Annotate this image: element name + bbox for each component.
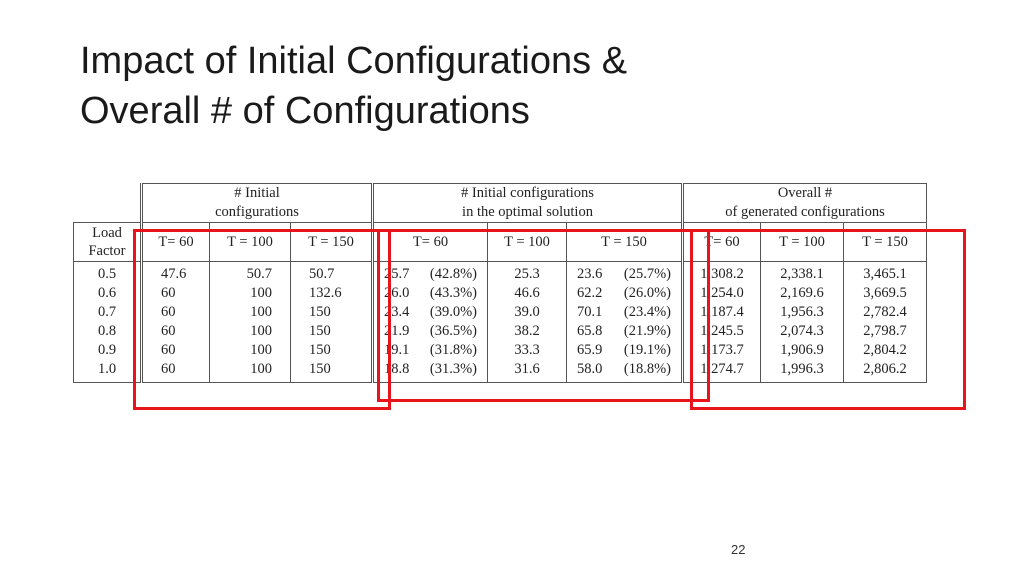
cell-percent: (39.0%) [429, 304, 477, 320]
table-cell: 60 [142, 322, 210, 341]
sub-header: T= 60 [683, 223, 761, 262]
cell-value: 58.0 [577, 361, 603, 377]
table-cell: 1,956.3 [761, 303, 844, 322]
cell-percent: (18.8%) [623, 361, 671, 377]
table-cell: 0.9 [74, 341, 142, 360]
highlight-box-initial-in-optimal [377, 229, 710, 402]
cell-value: 65.8 [577, 323, 603, 339]
highlight-box-overall-generated [690, 229, 966, 410]
cell-value: 23.4 [384, 304, 410, 320]
table-cell: 3,465.1 [844, 262, 927, 285]
table-cell: 2,074.3 [761, 322, 844, 341]
table-cell: 60 [142, 303, 210, 322]
cell-value: 70.1 [577, 304, 603, 320]
table-cell: 38.2 [488, 322, 567, 341]
sub-header: T = 100 [761, 223, 844, 262]
table-cell: 150 [291, 322, 373, 341]
table-cell: 2,782.4 [844, 303, 927, 322]
table-cell: 50.7 [210, 262, 291, 285]
group-header-line: in the optimal solution [462, 204, 593, 220]
cell-value: 21.9 [384, 323, 410, 339]
slide-title-line-1: Impact of Initial Configurations & [80, 40, 628, 82]
table-cell: 0.8 [74, 322, 142, 341]
table-cell: 60 [142, 341, 210, 360]
table-corner-cell [74, 184, 142, 223]
cell-value: 18.8 [384, 361, 410, 377]
sub-header: T = 100 [488, 223, 567, 262]
table-cell: 100 [210, 341, 291, 360]
table-cell: 132.6 [291, 284, 373, 303]
load-factor-header-line: Load [92, 225, 122, 241]
table-cell: 3,669.5 [844, 284, 927, 303]
table-cell: 39.0 [488, 303, 567, 322]
table-cell: 1.0 [74, 360, 142, 383]
table-cell: 150 [291, 341, 373, 360]
table-cell: 100 [210, 284, 291, 303]
group-header-line: of generated configurations [725, 204, 885, 220]
cell-percent: (21.9%) [623, 323, 671, 339]
cell-percent: (19.1%) [623, 342, 671, 358]
group-header-initial-configurations [142, 184, 373, 223]
cell-percent: (31.3%) [429, 361, 477, 377]
table-cell: 1,906.9 [761, 341, 844, 360]
slide-title-line-2: Overall # of Configurations [80, 90, 530, 132]
table-cell: 100 [210, 322, 291, 341]
cell-value: 19.1 [384, 342, 410, 358]
cell-value: 62.2 [577, 285, 603, 301]
group-header-line: configurations [215, 204, 299, 220]
load-factor-header-line: Factor [88, 243, 126, 259]
cell-percent: (36.5%) [429, 323, 477, 339]
table-cell: 1,308.2 [683, 262, 761, 285]
cell-percent: (31.8%) [429, 342, 477, 358]
group-header-line: # Initial [234, 185, 280, 201]
sub-header: T = 150 [844, 223, 927, 262]
group-header-initial-in-optimal [373, 184, 683, 223]
group-header-line: # Initial configurations [461, 185, 594, 201]
table-cell: 1,173.7 [683, 341, 761, 360]
table-cell: 31.6 [488, 360, 567, 383]
sub-header: T = 150 [291, 223, 373, 262]
table-cell: 2,169.6 [761, 284, 844, 303]
table-cell: 0.6 [74, 284, 142, 303]
table-group-header-row [74, 184, 927, 223]
group-header-line: Overall # [777, 185, 833, 201]
table-cell: 150 [291, 303, 373, 322]
cell-percent: (43.3%) [429, 285, 477, 301]
slide-title [80, 36, 627, 136]
cell-percent: (26.0%) [623, 285, 671, 301]
sub-header: T= 60 [142, 223, 210, 262]
table-cell: 1,254.0 [683, 284, 761, 303]
table-cell: 0.7 [74, 303, 142, 322]
highlight-box-initial-configurations [133, 229, 391, 410]
table-cell: 33.3 [488, 341, 567, 360]
cell-percent: (23.4%) [623, 304, 671, 320]
table-cell: 60 [142, 284, 210, 303]
table-cell: 150 [291, 360, 373, 383]
cell-percent: (42.8%) [429, 266, 477, 282]
group-header-overall-generated [683, 184, 927, 223]
cell-value: 65.9 [577, 342, 603, 358]
table-cell: 60 [142, 360, 210, 383]
table-cell: 25.3 [488, 262, 567, 285]
page-number: 22 [731, 542, 746, 557]
load-factor-header [74, 223, 142, 262]
table-cell: 50.7 [291, 262, 373, 285]
cell-value: 26.0 [384, 285, 410, 301]
table-cell: 46.6 [488, 284, 567, 303]
cell-value: 25.7 [384, 266, 410, 282]
table-cell: 2,338.1 [761, 262, 844, 285]
table-cell: 100 [210, 360, 291, 383]
table-cell: 1,187.4 [683, 303, 761, 322]
table-cell: 1,245.5 [683, 322, 761, 341]
cell-percent: (25.7%) [623, 266, 671, 282]
table-cell: 1,996.3 [761, 360, 844, 383]
table-cell: 2,804.2 [844, 341, 927, 360]
table-cell: 0.5 [74, 262, 142, 285]
sub-header: T = 150 [567, 223, 683, 262]
cell-value: 23.6 [577, 266, 603, 282]
sub-header: T = 100 [210, 223, 291, 262]
table-cell: 1,274.7 [683, 360, 761, 383]
sub-header: T= 60 [373, 223, 488, 262]
table-cell: 47.6 [142, 262, 210, 285]
table-cell: 100 [210, 303, 291, 322]
table-cell: 2,806.2 [844, 360, 927, 383]
table-cell: 2,798.7 [844, 322, 927, 341]
